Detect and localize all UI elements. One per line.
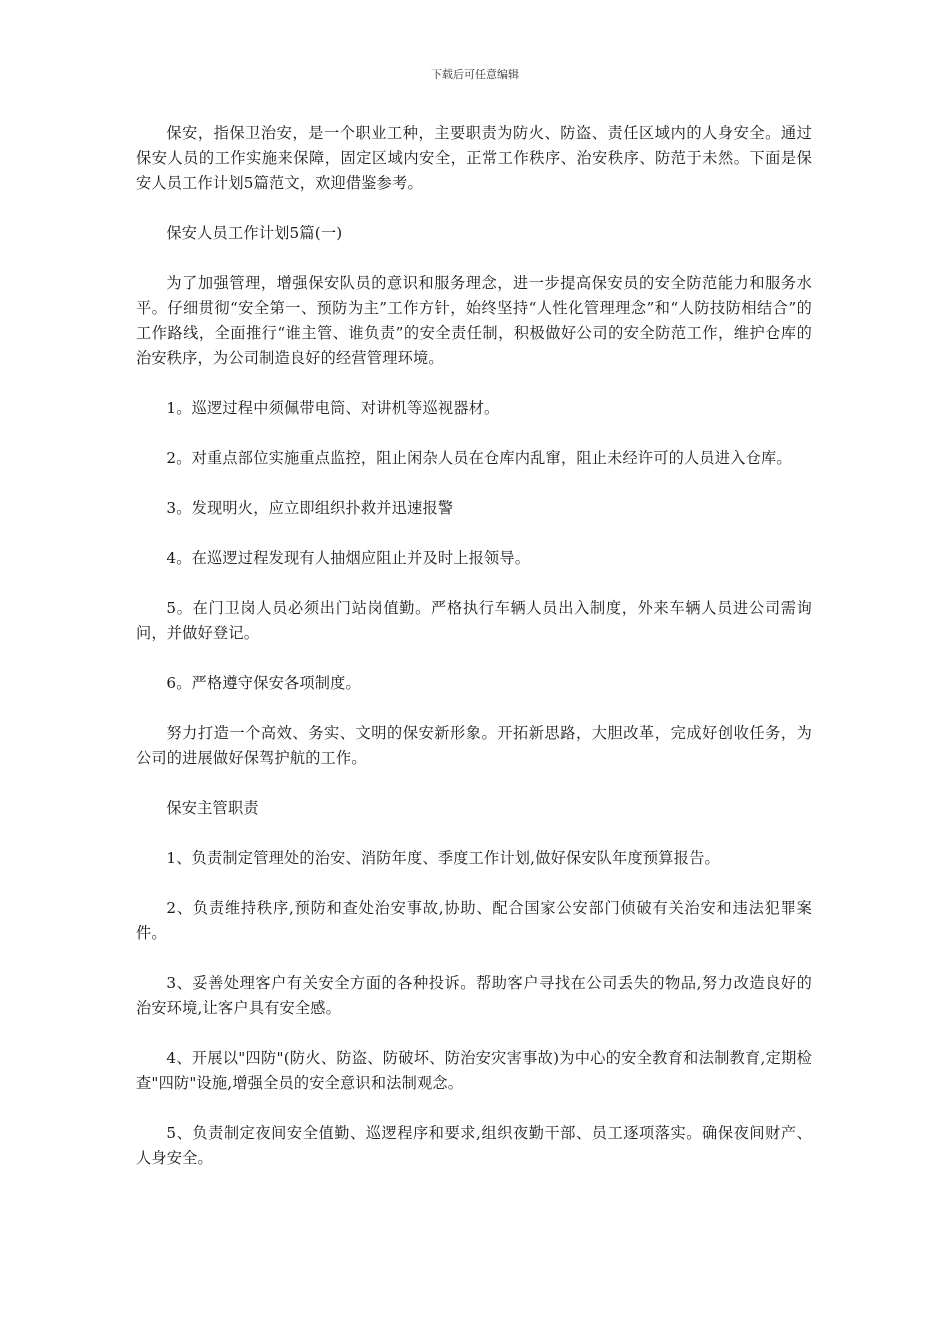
list-item: 2。对重点部位实施重点监控，阻止闲杂人员在仓库内乱窜，阻止未经许可的人员进入仓库。 bbox=[166, 449, 792, 467]
duty-item: 4、开展以"四防"(防火、防盗、防破坏、防治安灾害事故)为中心的安全教育和法制教育,定期检查"四防"设施,增强全员的安全意识和法制观念。 bbox=[136, 1049, 812, 1092]
duty-item: 3、妥善处理客户有关安全方面的各种投诉。帮助客户寻找在公司丢失的物品,努力改造良好的治安环境,让客户具有安全感。 bbox=[136, 974, 812, 1017]
header-note: 下载后可任意编辑 bbox=[431, 68, 519, 81]
duty-item: 5、负责制定夜间安全值勤、巡逻程序和要求,组织夜勤干部、员工逐项落实。确保夜间财产、人身安全。 bbox=[136, 1124, 812, 1167]
section-title: 保安人员工作计划5篇(一) bbox=[166, 224, 343, 242]
list-item: 5。在门卫岗人员必须出门站岗值勤。严格执行车辆人员出入制度，外来车辆人员进公司需询问，并做好登记。 bbox=[136, 599, 812, 642]
summary-paragraph: 努力打造一个高效、务实、文明的保安新形象。开拓新思路，大胆改革，完成好创收任务，为公司的进展做好保驾护航的工作。 bbox=[136, 724, 812, 767]
list-item: 3。发现明火，应立即组织扑救并迅速报警 bbox=[166, 499, 454, 517]
list-item: 4。在巡逻过程发现有人抽烟应阻止并及时上报领导。 bbox=[166, 549, 531, 567]
list-item: 1。巡逻过程中须佩带电筒、对讲机等巡视器材。 bbox=[166, 399, 500, 417]
plan-paragraph: 为了加强管理，增强保安队员的意识和服务理念，进一步提高保安员的安全防范能力和服务水平。仔细贯彻“安全第一、预防为主”工作方针，始终坚持“人性化管理理念”和“人防技防相结合”的工作路线，全面推行“谁主管、谁负责”的安全责任制，积极做好公司的安全防范工作，维护仓库的治安秩序，为公司制造良好的经营管理环境。 bbox=[136, 274, 812, 367]
duty-item: 1、负责制定管理处的治安、消防年度、季度工作计划,做好保安队年度预算报告。 bbox=[166, 849, 720, 867]
section-title: 保安主管职责 bbox=[166, 799, 259, 817]
duty-item: 2、负责维持秩序,预防和查处治安事故,协助、配合国家公安部门侦破有关治安和违法犯罪案件。 bbox=[136, 899, 812, 942]
document-body bbox=[136, 121, 812, 1196]
intro-paragraph: 保安，指保卫治安，是一个职业工种，主要职责为防火、防盗、责任区域内的人身安全。通过保安人员的工作实施来保障，固定区域内安全，正常工作秩序、治安秩序、防范于未然。下面是保安人员工作计划5篇范文，欢迎借鉴参考。 bbox=[136, 124, 812, 192]
list-item: 6。严格遵守保安各项制度。 bbox=[166, 674, 361, 692]
